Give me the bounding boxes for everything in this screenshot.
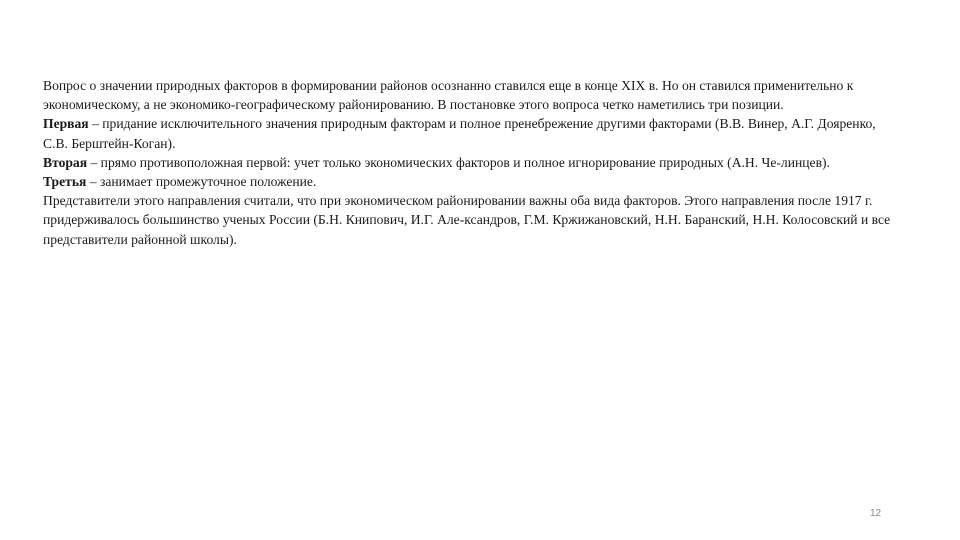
position-first-text: – придание исключительного значения природным факторам и полное пренебрежение другими факторами (В.В. Винер, А.Г. Дояренко, С.В. Берштейн-Коган). <box>43 116 876 151</box>
position-first-title: Первая <box>43 116 89 132</box>
position-first <box>43 114 903 152</box>
position-third-text: – занимает промежуточное положение. <box>86 174 317 190</box>
intro-paragraph: Вопрос о значении природных факторов в формировании районов осознанно ставился еще в конце XIX в. Но он ставился применительно к экономическому, а не экономико-географическому районированию. В постановке этого вопроса четко наметились три позиции. <box>43 78 854 113</box>
slide-body-text <box>43 76 903 249</box>
position-second <box>43 153 903 172</box>
position-second-title: Вторая <box>43 154 88 170</box>
position-second-text: – прямо противоположная первой: учет только экономических факторов и полное игнорирование природных (А.Н. Че-линцев). <box>87 154 830 170</box>
position-third <box>43 172 903 191</box>
conclusion-paragraph: Представители этого направления считали, что при экономическом районировании важны оба вида факторов. Этого направления после 1917 г. придерживалось большинство ученых России (Б.Н. Книпович, И.Г. Але-ксандров, Г.М. Кржижановский, Н.Н. Баранский, Н.Н. Колосовский и все представители районной школы). <box>43 193 891 247</box>
page-number: 12 <box>870 508 882 519</box>
position-third-title: Третья <box>43 174 87 190</box>
